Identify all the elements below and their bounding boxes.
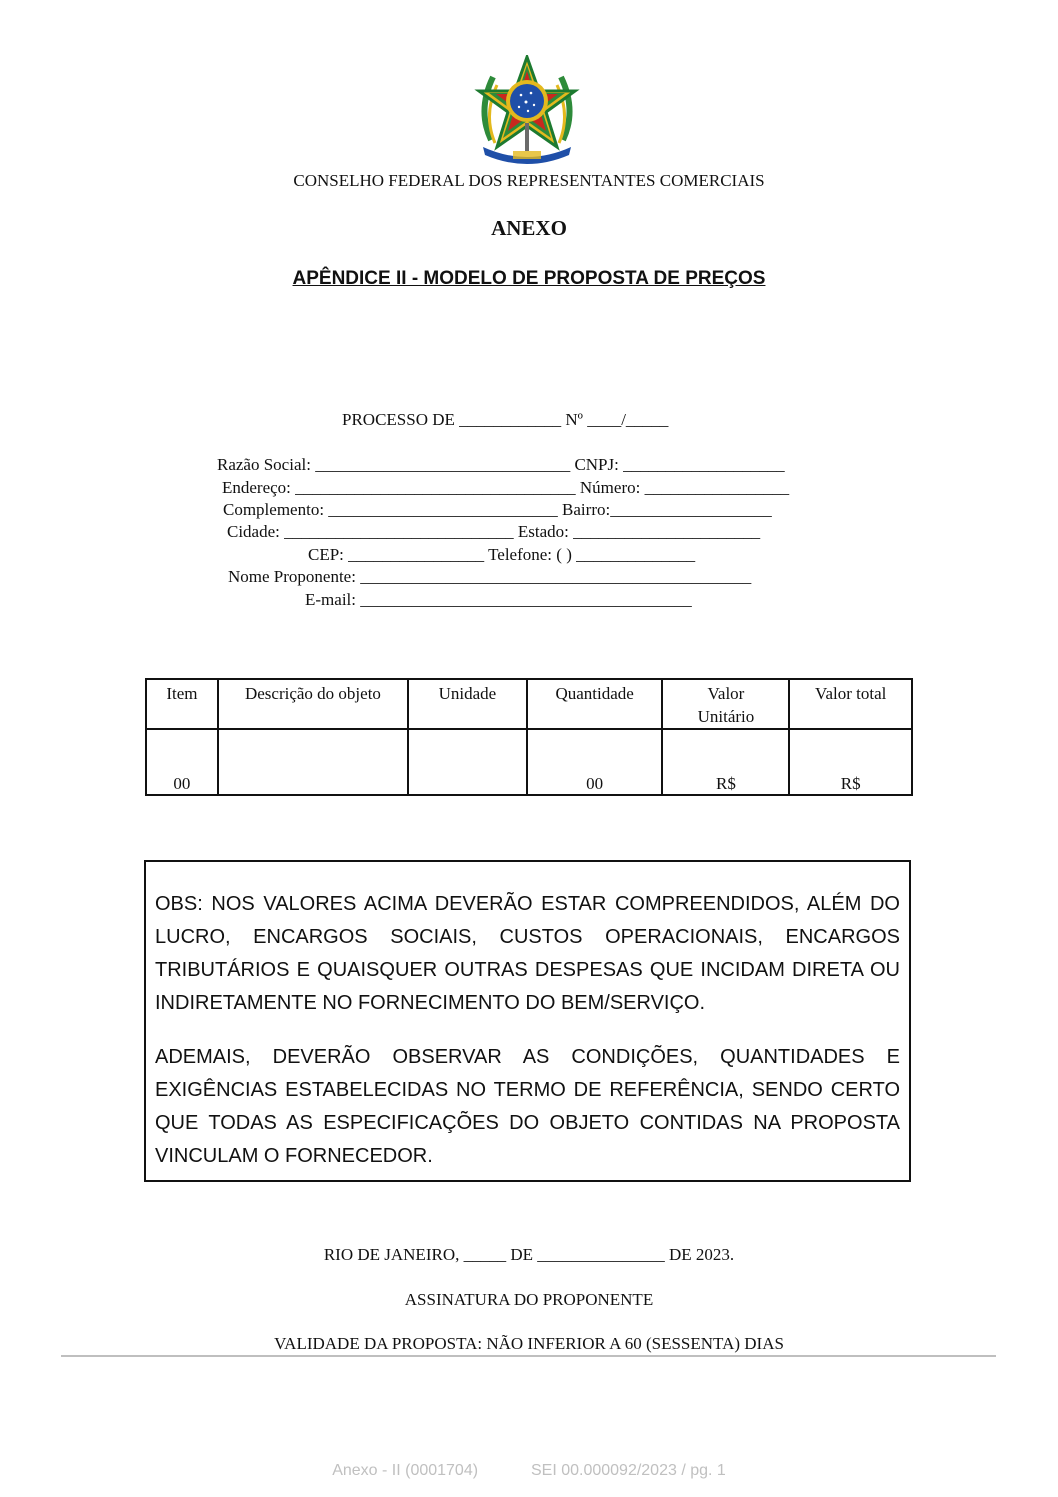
signature-label: ASSINATURA DO PROPONENTE — [404, 1290, 654, 1309]
footer-document-ref: Anexo - II (0001704) — [332, 1462, 479, 1479]
cell-valor-unitario: R$ — [662, 729, 789, 795]
validity-statement: VALIDADE DA PROPOSTA: NÃO INFERIOR A 60 (SESSENTA) DIAS — [274, 1334, 784, 1353]
observation-box — [144, 860, 911, 1182]
organization-name: CONSELHO FEDERAL DOS REPRESENTANTES COMERCIAIS — [293, 171, 765, 190]
annex-title: ANEXO — [491, 216, 567, 240]
email-line: E-mail: _______________________________________ — [305, 590, 692, 609]
cell-descricao — [218, 729, 408, 795]
header-valor-unitario: Valor Unitário — [662, 679, 789, 729]
observation-paragraph-2: ADEMAIS, DEVERÃO OBSERVAR AS CONDIÇÕES, QUANTIDADES E EXIGÊNCIAS ESTABELECIDAS NO TERMO DE REFERÊNCIA, SENDO CERTO QUE TODAS AS ESPECIFICAÇÕES DO OBJETO CONTIDAS NA PROPOSTA VINCULAM O FORNECEDOR. — [155, 1046, 900, 1167]
cell-unidade — [408, 729, 527, 795]
observation-paragraph-1: OBS: NOS VALORES ACIMA DEVERÃO ESTAR COMPREENDIDOS, ALÉM DO LUCRO, ENCARGOS SOCIAIS, CUSTOS OPERACIONAIS, ENCARGOS TRIBUTÁRIOS E QUAISQUER OUTRAS DESPESAS QUE INCIDAM DIRETA OU INDIRETAMENTE NO FORNECIMENTO DO BEM/SERVIÇO. — [155, 893, 900, 1014]
header-descricao: Descrição do objeto — [218, 679, 408, 729]
endereco-line: Endereço: _________________________________ Número: _________________ — [222, 478, 790, 497]
table-row — [146, 729, 912, 795]
place-date-line: RIO DE JANEIRO, _____ DE _______________ DE 2023. — [323, 1245, 735, 1264]
coat-of-arms-icon — [473, 55, 581, 165]
cell-item: 00 — [146, 729, 218, 795]
appendix-title: APÊNDICE II - MODELO DE PROPOSTA DE PREÇOS — [292, 268, 766, 289]
cep-line: CEP: ________________ Telefone: ( ) ______________ — [308, 545, 696, 564]
footer-sei-ref: SEI 00.000092/2023 / pg. 1 — [530, 1462, 726, 1479]
cell-valor-total: R$ — [789, 729, 912, 795]
header-valor-total: Valor total — [789, 679, 912, 729]
page-footer — [0, 1462, 1058, 1480]
complemento-line: Complemento: ___________________________ Bairro:___________________ — [223, 500, 772, 519]
cell-quantidade: 00 — [527, 729, 663, 795]
nome-proponente-line: Nome Proponente: ______________________________________________ — [228, 567, 752, 586]
divider — [61, 1355, 996, 1357]
header-item: Item — [146, 679, 218, 729]
table-header-row — [146, 679, 912, 729]
cidade-line: Cidade: ___________________________ Estado: ______________________ — [227, 522, 761, 541]
header-quantidade: Quantidade — [527, 679, 663, 729]
header-unidade: Unidade — [408, 679, 527, 729]
process-line: PROCESSO DE ____________ Nº ____/_____ — [342, 410, 669, 429]
price-table — [145, 678, 913, 796]
razao-social-line: Razão Social: ______________________________ CNPJ: ___________________ — [217, 455, 785, 474]
